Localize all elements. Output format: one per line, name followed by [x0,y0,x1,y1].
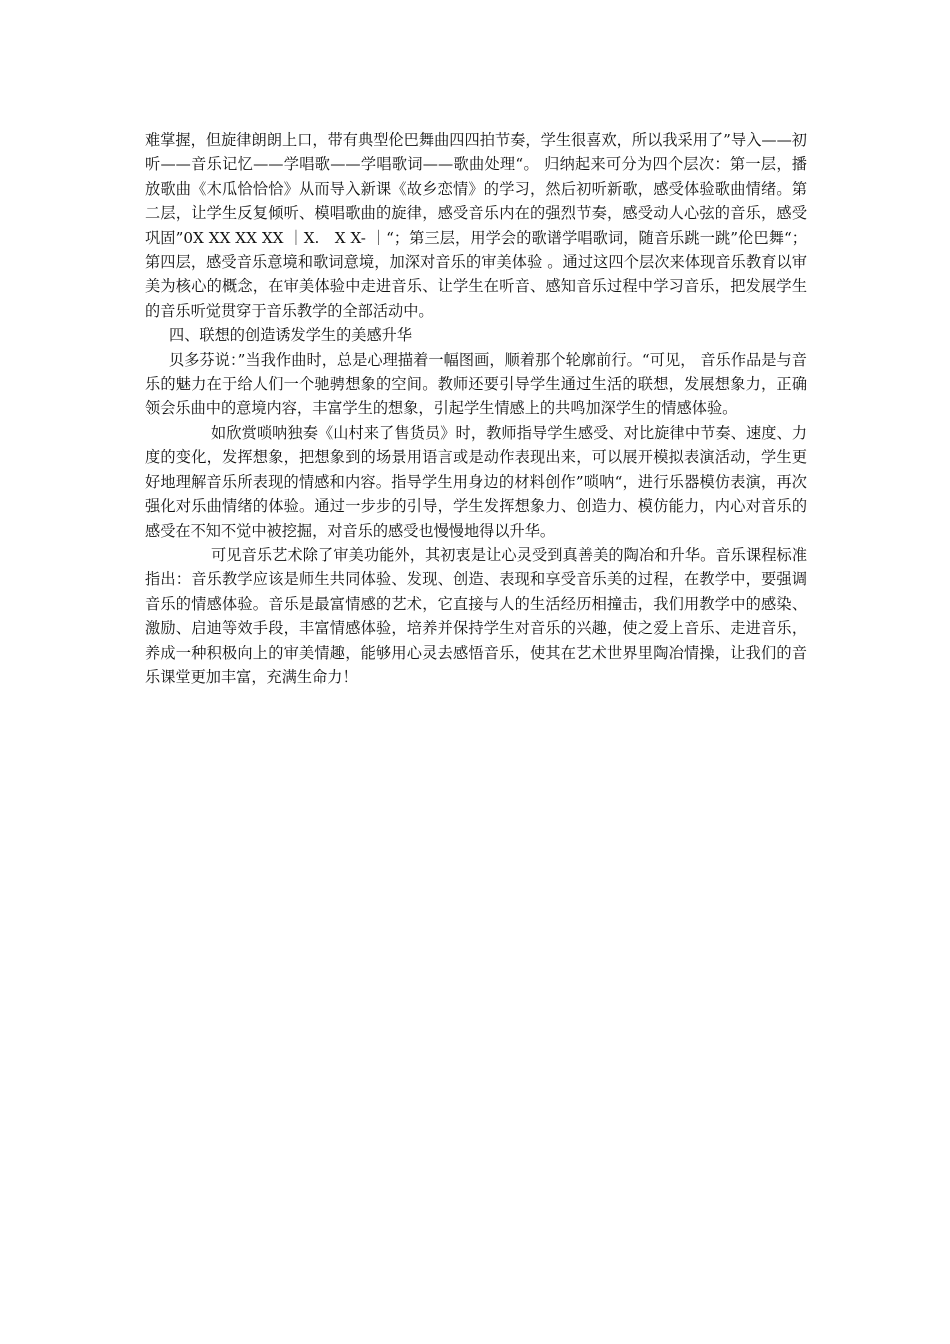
paragraph-conclusion: 可见音乐艺术除了审美功能外，其初衷是让心灵受到真善美的陶冶和升华。音乐课程标准指出：音乐教学应该是师生共同体验、发现、创造、表现和享受音乐美的过程，在教学中，要强调音乐的情感体验。音乐是最富情感的艺术，它直接与人的生活经历相撞击，我们用教学中的感染、激励、启迪等效手段，丰富情感体验，培养并保持学生对音乐的兴趣，使之爱上音乐、走进音乐，养成一种积极向上的审美情趣，能够用心灵去感悟音乐，使其在艺术世界里陶冶情操，让我们的音乐课堂更加丰富，充满生命力！ [145,545,807,686]
paragraph-beethoven-quote: 贝多芬说：”当我作曲时，总是心理描着一幅图画，顺着那个轮廓前行。“可见， 音乐作品是与音乐的魅力在于给人们一个驰骋想象的空间。教师还要引导学生通过生活的联想，发展想象力，正确领会乐曲中的意境内容，丰富学生的想象，引起学生情感上的共鸣加深学生的情感体验。 [145,350,807,418]
section-heading-4: 四、联想的创造诱发学生的美感升华 [169,326,412,345]
document-body [145,128,807,689]
paragraph-suona-example: 如欣赏唢呐独奏《山村来了售货员》时，教师指导学生感受、对比旋律中节奏、速度、力度的变化，发挥想象，把想象到的场景用语言或是动作表现出来，可以展开模拟表演活动，学生更好地理解音乐所表现的情感和内容。指导学生用身边的材料创作”唢呐“，进行乐器模仿表演，再次强化对乐曲情绪的体验。通过一步步的引导，学生发挥想象力、创造力、模仿能力，内心对音乐的感受在不知不觉中被挖掘，对音乐的感受也慢慢地得以升华。 [145,423,807,540]
paragraph-teaching-levels: 难掌握，但旋律朗朗上口，带有典型伦巴舞曲四四拍节奏，学生很喜欢，所以我采用了”导入——初听——音乐记忆——学唱歌——学唱歌词——歌曲处理“。 归纳起来可分为四个层次：第一层，播放歌曲《木瓜恰恰恰》从而导入新课《故乡恋情》的学习，然后初听新歌，感受体验歌曲情绪。第二层，让学生反复倾听、模唱歌曲的旋律，感受音乐内在的强烈节奏，感受动人心弦的音乐，感受巩固”0X XX XX XX ｜X. X X- ｜“；第三层，用学会的歌谱学唱歌词，随音乐跳一跳”伦巴舞“；第四层，感受音乐意境和歌词意境，加深对音乐的审美体验 。通过这四个层次来体现音乐教育以审美为核心的概念，在审美体验中走进音乐、让学生在听音、感知音乐过程中学习音乐，把发展学生的音乐听觉贯穿于音乐教学的全部活动中。 [145,131,807,320]
